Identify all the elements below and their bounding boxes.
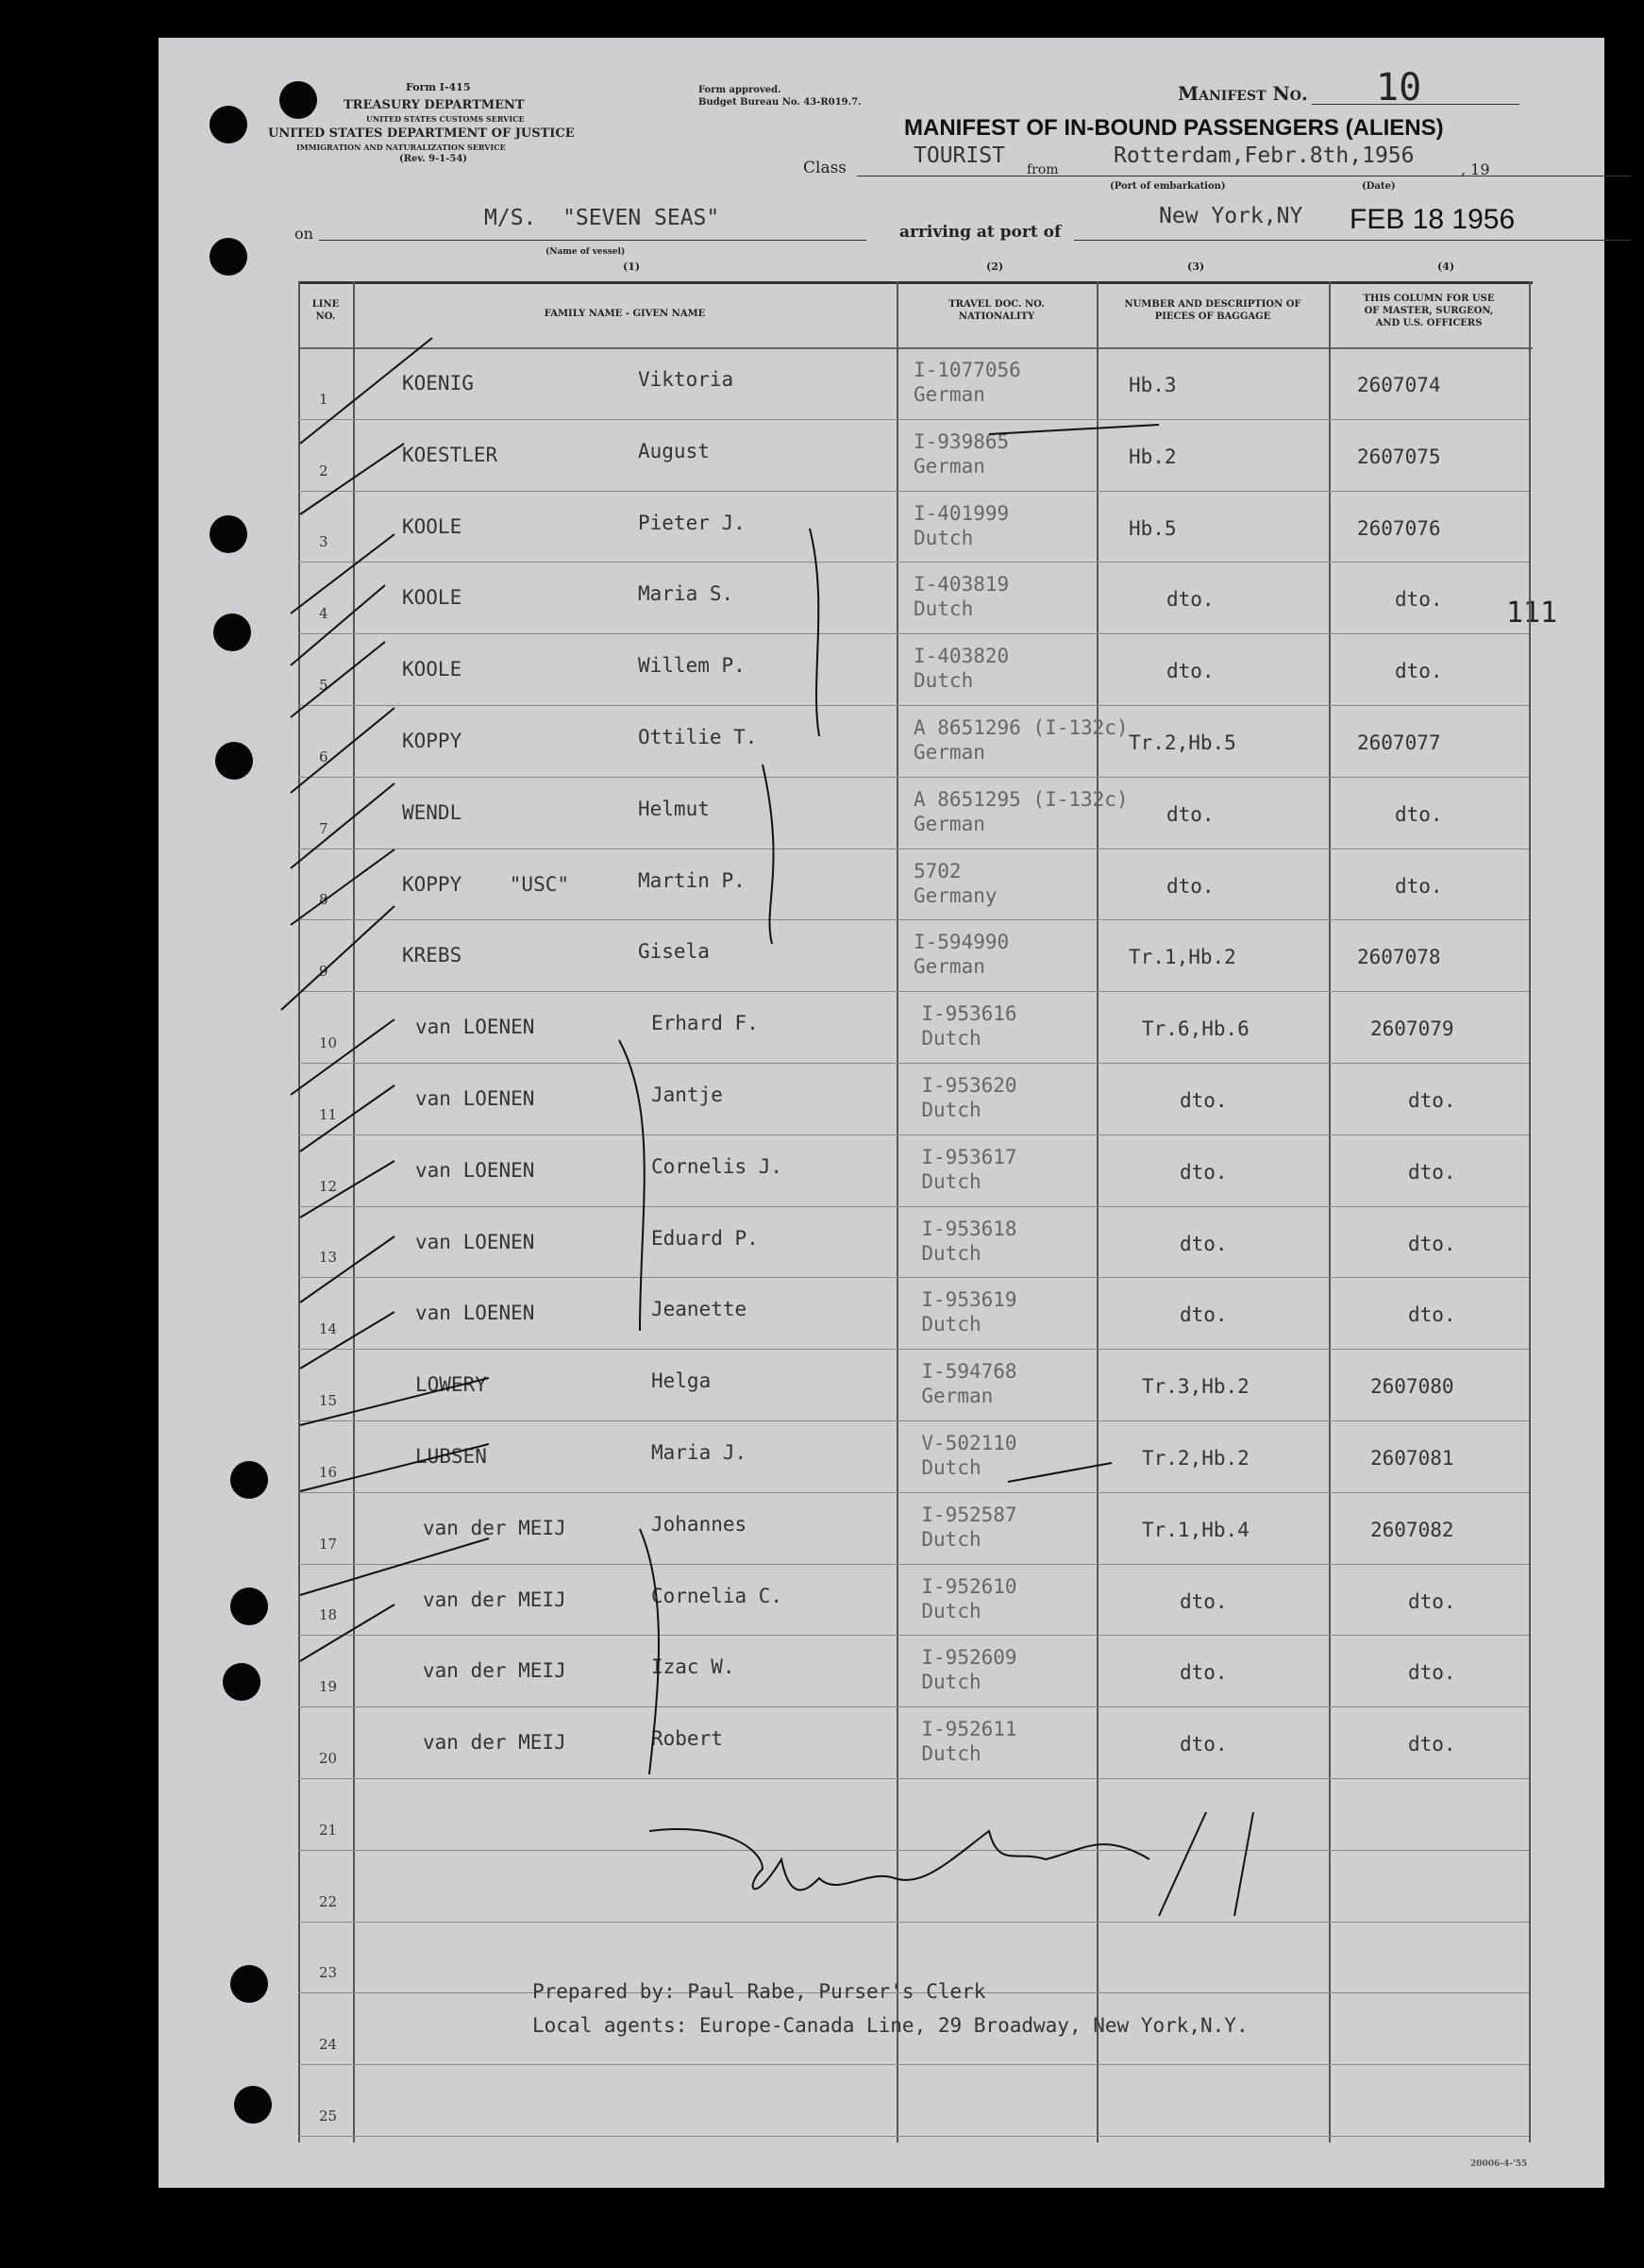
tick-mark: [300, 1604, 394, 1661]
nationality: Dutch: [921, 1169, 981, 1193]
travel-doc-no: I-1077056: [914, 359, 1021, 381]
tick-mark: [300, 1312, 394, 1369]
line-strike: [1008, 1463, 1112, 1482]
nationality: Dutch: [921, 1599, 981, 1622]
header-line-no: LINE NO.: [311, 299, 340, 322]
budget-bureau: Budget Bureau No. 43-R019.7.: [698, 97, 862, 108]
family-name: van LOENEN: [415, 1087, 535, 1110]
port-of-embarkation: Rotterdam,Febr.8th,1956: [1114, 143, 1415, 168]
footer-code: 20006-4-'55: [1470, 2159, 1528, 2169]
col-num-1: (1): [623, 260, 641, 273]
baggage: Tr.2,Hb.2: [1142, 1447, 1250, 1470]
line-number: 6: [319, 748, 328, 765]
line-number: 10: [319, 1034, 338, 1051]
travel-doc-no: I-952609: [921, 1646, 1017, 1670]
given-name: Cornelis J.: [651, 1154, 783, 1178]
family-name: van LOENEN: [415, 1230, 535, 1253]
signature-date: [1159, 1812, 1253, 1916]
port-caption: (Port of embarkation): [1110, 181, 1226, 192]
bracket: [763, 764, 774, 944]
line-number: 19: [319, 1678, 338, 1696]
given-name: Maria S.: [638, 582, 734, 606]
vessel-caption: (Name of vessel): [545, 247, 626, 257]
line-number: 3: [319, 533, 328, 551]
officer-column: dto.: [1408, 1733, 1456, 1756]
travel-doc-no: I-939865: [914, 429, 1010, 453]
baggage: Tr.1,Hb.4: [1142, 1518, 1250, 1541]
line-number: 21: [319, 1821, 338, 1839]
baggage: dto.: [1166, 874, 1215, 898]
line-number: 9: [319, 963, 328, 981]
header-baggage: NUMBER AND DESCRIPTION OF PIECES OF BAGGAGE: [1124, 299, 1301, 322]
dept-treasury: TREASURY DEPARTMENT: [344, 98, 525, 112]
punch-hole: [213, 613, 251, 651]
tick-mark: [291, 1019, 394, 1095]
header-travel-doc: TRAVEL DOC. NO. NATIONALITY: [948, 299, 1045, 322]
dept-justice: UNITED STATES DEPARTMENT OF JUSTICE: [268, 126, 575, 141]
manifest-title: MANIFEST OF IN-BOUND PASSENGERS (ALIENS): [904, 115, 1444, 141]
officer-column: dto.: [1408, 1303, 1456, 1327]
officer-column: 2607075: [1357, 445, 1441, 468]
travel-doc-no: I-594768: [921, 1360, 1017, 1384]
given-name: Pieter J.: [638, 511, 746, 534]
family-name: van LOENEN: [415, 1302, 535, 1325]
on-label: on: [294, 225, 313, 243]
col-num-2: (2): [986, 260, 1004, 273]
punch-hole: [234, 2086, 272, 2124]
nationality: Dutch: [921, 1527, 981, 1551]
arrival-date-stamp: FEB 18 1956: [1350, 204, 1516, 235]
family-name: KOOLE: [402, 658, 462, 681]
baggage: Hb.5: [1129, 516, 1177, 540]
given-name: Johannes: [651, 1512, 747, 1536]
header-officers: THIS COLUMN FOR USE OF MASTER, SURGEON, AND U.S. OFFICERS: [1363, 294, 1495, 328]
family-name: van LOENEN: [415, 1158, 535, 1182]
baggage: dto.: [1180, 1160, 1228, 1184]
tick-mark: [281, 906, 394, 1010]
given-name: Izac W.: [651, 1655, 735, 1679]
officer-column: dto.: [1408, 1661, 1456, 1685]
family-name: WENDL: [402, 800, 462, 824]
form-approved: Form approved.: [698, 85, 781, 95]
tick-mark: [291, 783, 394, 868]
baggage: dto.: [1166, 588, 1215, 612]
nationality: Dutch: [921, 1742, 981, 1766]
given-name: Gisela: [638, 940, 710, 964]
officer-column: 2607082: [1370, 1518, 1454, 1541]
tick-mark: [300, 1535, 489, 1595]
given-name: Helmut: [638, 797, 710, 820]
line-number: 12: [319, 1177, 338, 1195]
given-name: Martin P.: [638, 868, 746, 892]
baggage: dto.: [1180, 1089, 1228, 1112]
travel-doc-no: I-953620: [921, 1074, 1017, 1097]
baggage: Hb.2: [1129, 445, 1177, 468]
col-num-4: (4): [1437, 260, 1455, 273]
punch-hole: [215, 742, 253, 780]
given-name: Erhard F.: [651, 1012, 759, 1035]
line-number: 15: [319, 1392, 338, 1409]
tick-mark: [300, 1378, 489, 1425]
travel-doc-no: A 8651296 (I-132c): [914, 716, 1129, 739]
tick-mark: [300, 444, 404, 514]
nationality: German: [914, 812, 985, 835]
travel-doc-no: I-403820: [914, 645, 1010, 668]
officer-column: 2607081: [1370, 1447, 1454, 1470]
baggage: Tr.2,Hb.5: [1129, 731, 1236, 754]
manifest-page: [159, 38, 1604, 2188]
line-number: 2: [319, 462, 328, 479]
family-name: KOPPY: [402, 730, 462, 752]
family-name: KREBS: [402, 944, 462, 967]
given-name: Willem P.: [638, 654, 746, 678]
travel-doc-no: I-401999: [914, 501, 1010, 525]
travel-doc-no: I-953619: [921, 1288, 1017, 1312]
baggage: Tr.3,Hb.2: [1142, 1375, 1250, 1399]
officer-column: 2607076: [1357, 516, 1441, 540]
bracket: [640, 1529, 659, 1774]
travel-doc-no: I-953616: [921, 1002, 1017, 1026]
given-name: Jantje: [651, 1084, 723, 1106]
dept-justice-sub: IMMIGRATION AND NATURALIZATION SERVICE: [296, 143, 506, 152]
vessel-name: M/S. "SEVEN SEAS": [484, 206, 720, 230]
family-name: KOESTLER: [402, 443, 498, 466]
line-number: 22: [319, 1892, 338, 1910]
header-name: FAMILY NAME - GIVEN NAME: [544, 309, 706, 319]
given-name: Jeanette: [651, 1298, 747, 1321]
tick-mark: [300, 1161, 394, 1218]
line-number: 25: [319, 2108, 338, 2125]
given-name: Helga: [651, 1369, 712, 1393]
baggage: Tr.1,Hb.2: [1129, 946, 1236, 969]
nationality: Dutch: [921, 1671, 981, 1694]
officer-column: 2607078: [1357, 946, 1441, 969]
officer-column: 2607079: [1370, 1017, 1454, 1041]
punch-hole: [210, 106, 247, 143]
form-number: Form I-415: [406, 81, 471, 93]
line-number: 4: [319, 605, 328, 623]
baggage: dto.: [1180, 1232, 1228, 1255]
nationality: Dutch: [914, 526, 974, 549]
line-number: 14: [319, 1320, 338, 1338]
from-label: from: [1027, 162, 1059, 177]
travel-doc-no: I-594990: [914, 931, 1010, 954]
line-number: 11: [319, 1105, 338, 1123]
travel-doc-no: I-953618: [921, 1217, 1017, 1240]
family-name: LOWERY: [415, 1373, 487, 1397]
punch-hole: [230, 1965, 268, 2003]
punch-hole: [210, 515, 247, 553]
class-value: TOURIST: [914, 143, 1005, 168]
officer-column: dto.: [1395, 660, 1443, 683]
bracket: [810, 529, 819, 736]
nationality: Dutch: [921, 1313, 981, 1336]
line-number: 18: [319, 1606, 338, 1624]
punch-hole: [230, 1461, 268, 1499]
manifest-no-label: Manifest No.: [1178, 82, 1308, 105]
line-number: 13: [319, 1249, 338, 1267]
handwriting-overlay: [159, 38, 1604, 2188]
family-name: KOOLE: [402, 586, 462, 610]
arriving-label: arriving at port of: [899, 223, 1062, 242]
arrival-port: New York,NY: [1159, 204, 1303, 228]
officer-column: 2607074: [1357, 374, 1441, 396]
line-number: 17: [319, 1535, 338, 1553]
officer-column: dto.: [1408, 1160, 1456, 1184]
officer-column: dto.: [1395, 802, 1443, 826]
line-number: 23: [319, 1964, 338, 1982]
tick-mark: [300, 1236, 394, 1302]
date-caption: (Date): [1362, 181, 1396, 192]
officer-column: 2607077: [1357, 731, 1441, 754]
punch-hole: [279, 81, 317, 119]
travel-doc-no: I-952611: [921, 1718, 1017, 1741]
tick-mark: [300, 338, 432, 444]
baggage: Tr.6,Hb.6: [1142, 1017, 1250, 1041]
tick-mark: [291, 534, 394, 613]
dept-treasury-sub: UNITED STATES CUSTOMS SERVICE: [366, 114, 525, 124]
travel-doc-no: I-952610: [921, 1574, 1017, 1598]
family-name: van der MEIJ: [423, 1659, 566, 1683]
nationality: German: [921, 1385, 994, 1408]
nationality: Dutch: [914, 669, 974, 693]
family-name: LUBSEN: [415, 1445, 487, 1468]
officer-column: dto.: [1395, 874, 1443, 898]
line-number: 1: [319, 390, 328, 408]
tick-mark: [291, 708, 394, 793]
baggage: dto.: [1166, 660, 1215, 683]
line-number: 16: [319, 1463, 338, 1481]
line-number: 7: [319, 819, 328, 837]
nationality: Dutch: [921, 1099, 981, 1121]
line-number: 8: [319, 891, 328, 909]
given-name: Robert: [651, 1727, 723, 1751]
manifest-no-value: 10: [1376, 66, 1422, 109]
nationality: Dutch: [914, 597, 974, 621]
given-name: Cornelia C.: [651, 1584, 783, 1607]
line-number: 20: [319, 1750, 338, 1767]
nationality: Dutch: [921, 1027, 981, 1050]
family-name: KOPPY "USC": [402, 872, 570, 896]
officer-column: dto.: [1408, 1089, 1456, 1112]
nationality: German: [914, 955, 985, 979]
side-mark: 111: [1506, 596, 1558, 630]
travel-doc-no: I-952587: [921, 1503, 1017, 1526]
baggage: Hb.3: [1129, 374, 1177, 396]
travel-doc-no: I-953617: [921, 1145, 1017, 1168]
travel-doc-no: 5702: [914, 859, 962, 882]
family-name: KOENIG: [402, 372, 474, 395]
baggage: dto.: [1180, 1661, 1228, 1685]
bracket: [619, 1040, 645, 1331]
family-name: van LOENEN: [415, 1016, 535, 1039]
punch-hole: [223, 1663, 260, 1701]
given-name: Eduard P.: [651, 1226, 759, 1250]
year-prefix: , 19: [1461, 160, 1490, 178]
travel-doc-no: A 8651295 (I-132c): [914, 787, 1129, 811]
line-number: 5: [319, 677, 328, 694]
officer-column: dto.: [1395, 588, 1443, 612]
baggage: dto.: [1180, 1733, 1228, 1756]
baggage: dto.: [1180, 1303, 1228, 1327]
punch-hole: [210, 238, 247, 276]
tick-mark: [300, 1444, 489, 1491]
baggage: dto.: [1180, 1589, 1228, 1613]
local-agents: Local agents: Europe-Canada Line, 29 Broadway, New York,N.Y.: [532, 2014, 1249, 2037]
family-name: KOOLE: [402, 514, 462, 538]
given-name: Ottilie T.: [638, 726, 758, 748]
line-strike: [989, 425, 1159, 434]
officer-column: dto.: [1408, 1232, 1456, 1255]
baggage: dto.: [1166, 802, 1215, 826]
travel-doc-no: V-502110: [921, 1432, 1017, 1454]
officer-column: dto.: [1408, 1589, 1456, 1613]
nationality: German: [914, 383, 985, 406]
nationality: German: [914, 741, 985, 764]
nationality: Dutch: [921, 1241, 981, 1265]
family-name: van der MEIJ: [423, 1516, 566, 1539]
nationality: Dutch: [921, 1456, 981, 1479]
class-label: Class: [803, 159, 847, 177]
family-name: van der MEIJ: [423, 1731, 566, 1755]
nationality: German: [914, 454, 985, 478]
signature: [649, 1829, 1149, 1890]
form-revision: (Rev. 9-1-54): [399, 154, 468, 164]
travel-doc-no: I-403819: [914, 573, 1010, 596]
line-number: 24: [319, 2036, 338, 2054]
nationality: Germany: [914, 883, 998, 907]
tick-mark: [291, 849, 394, 925]
punch-hole: [230, 1588, 268, 1625]
tick-mark: [300, 1085, 394, 1151]
officer-column: 2607080: [1370, 1375, 1454, 1399]
given-name: Viktoria: [638, 368, 734, 391]
family-name: van der MEIJ: [423, 1588, 566, 1611]
given-name: August: [638, 439, 710, 462]
given-name: Maria J.: [651, 1441, 747, 1464]
col-num-3: (3): [1187, 260, 1205, 273]
prepared-by: Prepared by: Paul Rabe, Purser's Clerk: [532, 1980, 986, 2003]
